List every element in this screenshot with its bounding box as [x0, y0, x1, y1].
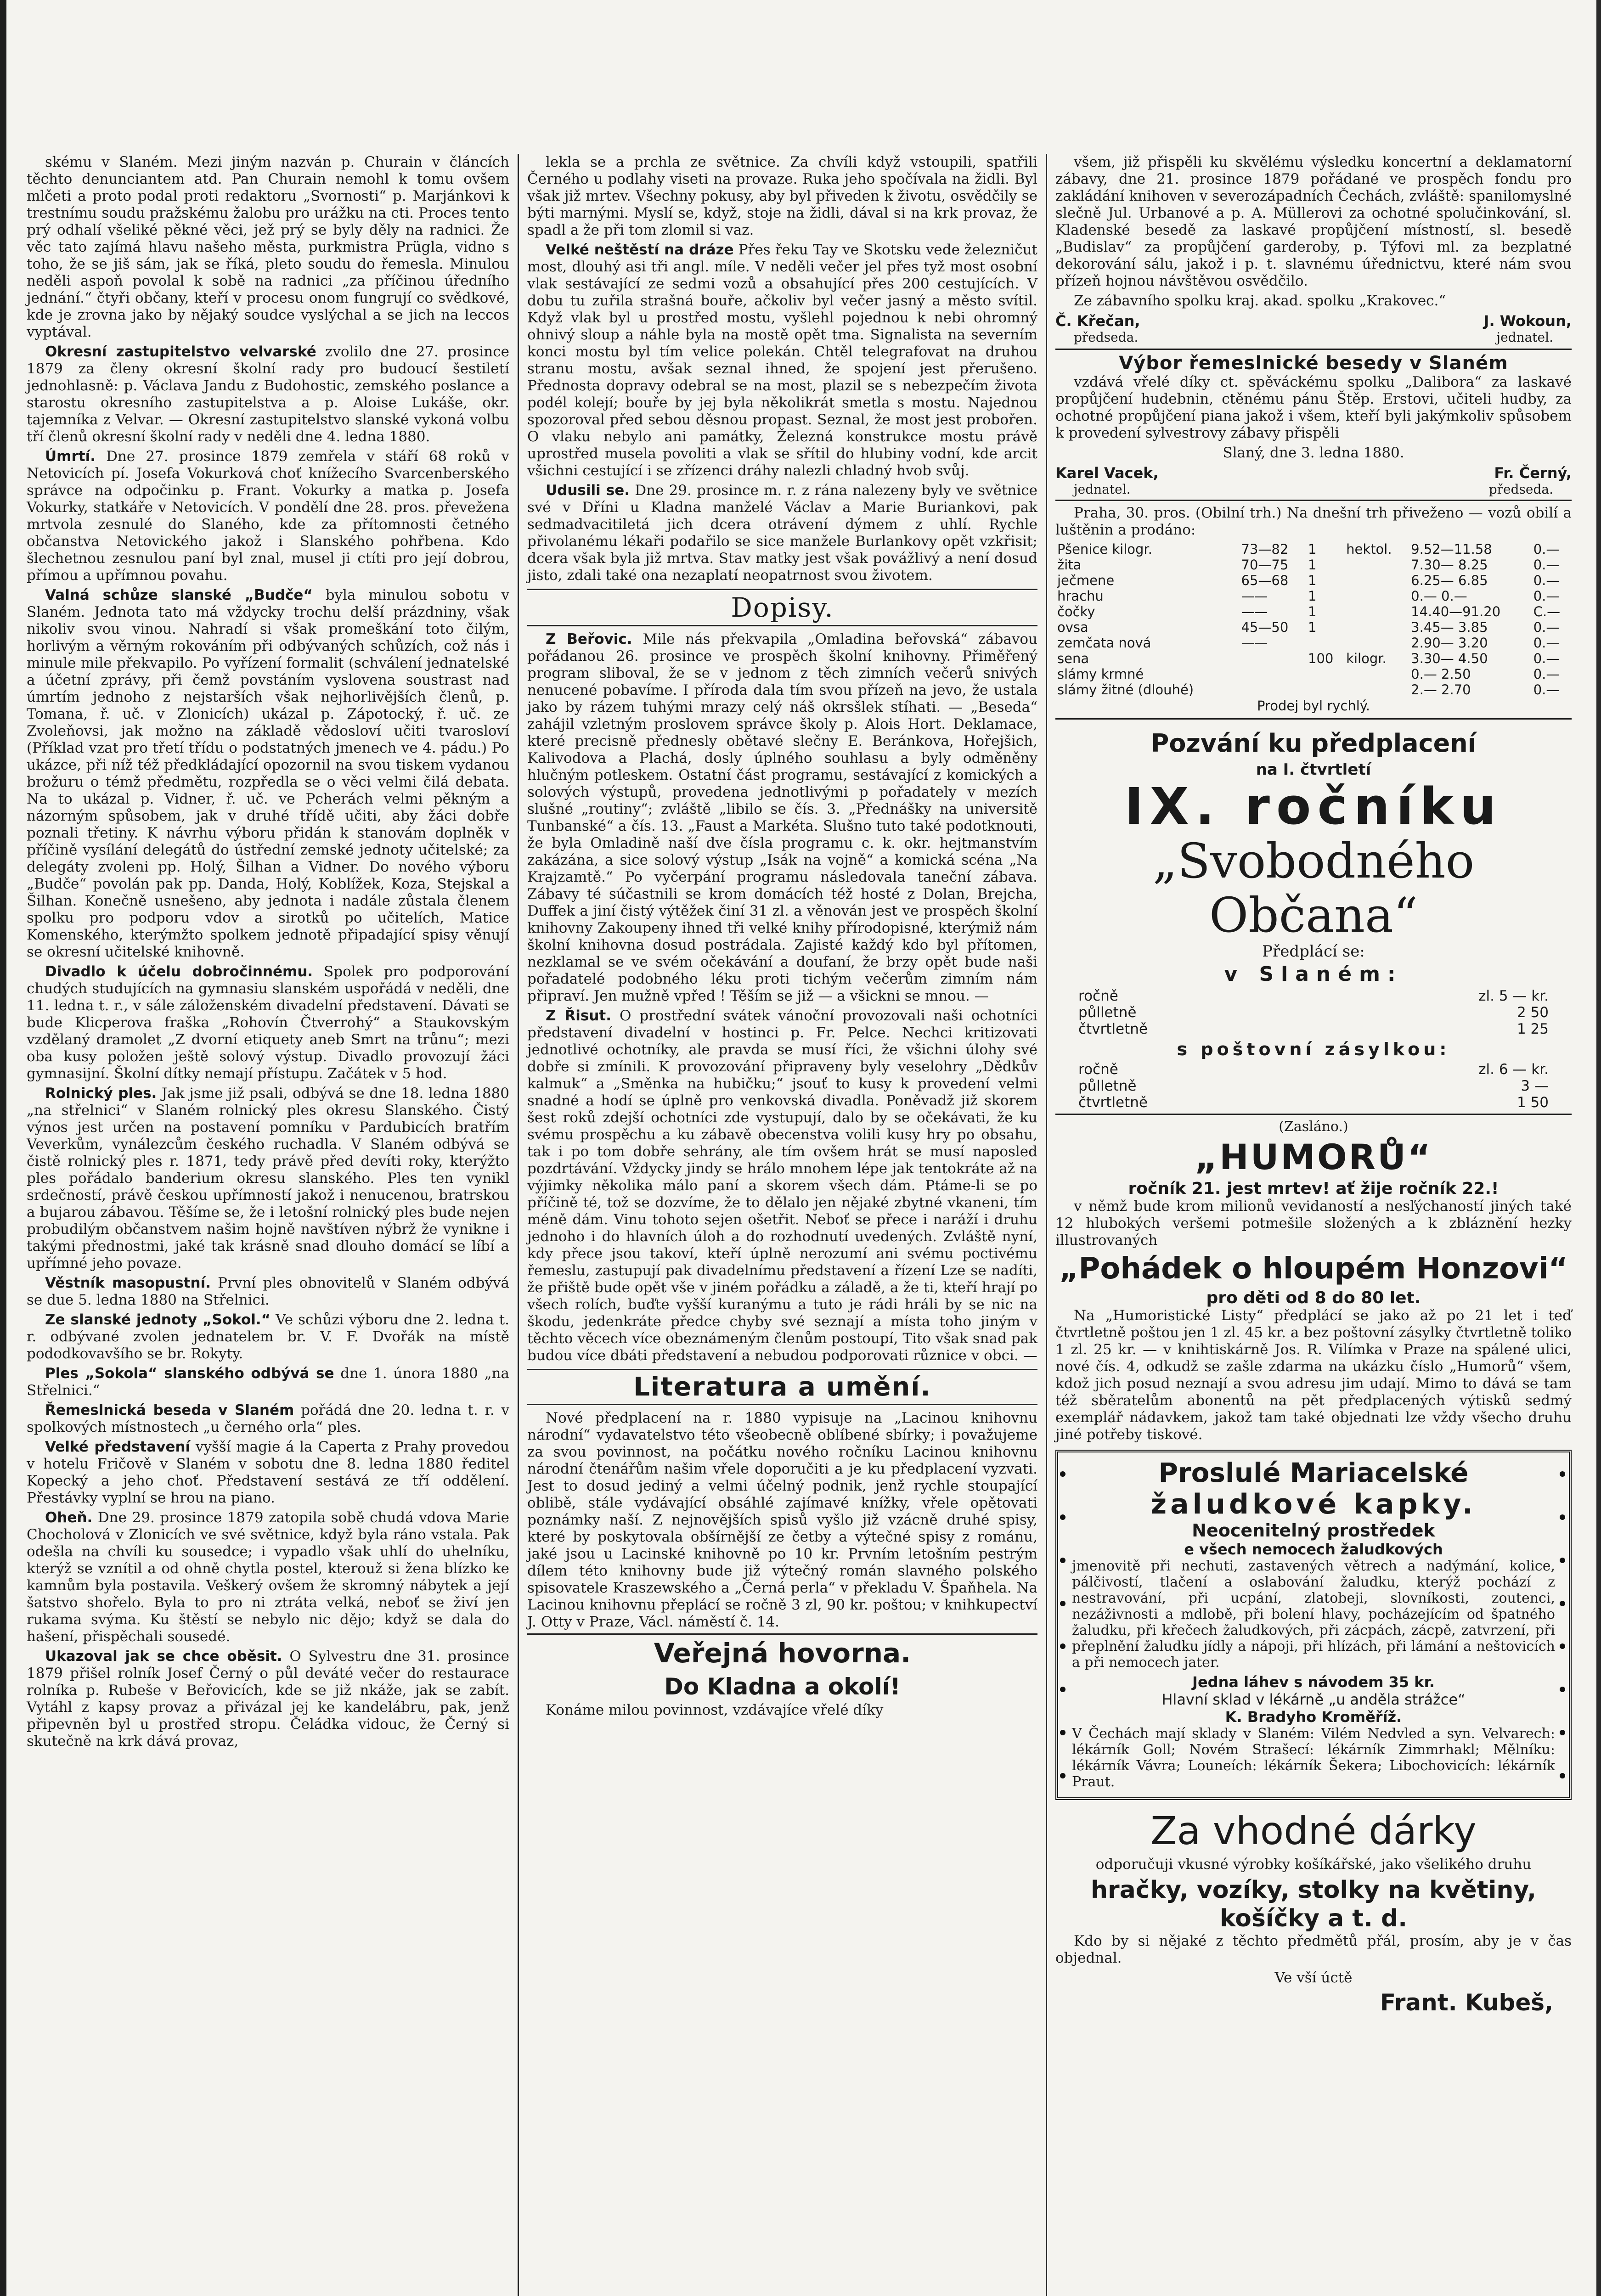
market-cell: hrachu [1057, 588, 1104, 604]
market-cell [1344, 682, 1409, 698]
local-prices [1055, 988, 1572, 1037]
market-cell [1344, 635, 1409, 651]
committee-notice [1055, 349, 1572, 501]
market-cell: sena [1057, 651, 1089, 666]
market-cell: 100 [1308, 651, 1334, 666]
gift-title: Za vhodné dárky [1150, 1808, 1477, 1853]
market-cell: 1 [1308, 619, 1317, 635]
market-head: Praha, 30. pros. (Obilní trh.) Na dnešní trh přiveženo — vozů obilí a luštěnin a prodáno: [1055, 505, 1572, 538]
market-cell: 2.90— 3.20 [1411, 635, 1488, 651]
sig3-role: jednatel. [1074, 482, 1131, 497]
market-row [1055, 635, 1572, 651]
meeting-sub: Do Kladna a okolí! [664, 1673, 901, 1700]
literatura-text: Nové předplacení na r. 1880 vypisuje na „Lacinou knihovnu národní“ vydavatelstvo této všeobecně oblíbené sbírky; i považujeme za svou povinnost, na počátku nového ročníku Lacinou knihovnu národní čtenářům našim vřele doporučiti a je ku předplacení vyzvati. Jest to dosud jediný a velmi účelný podnik, jenž rychle stoupající oblibě, stále vydávající obsáhlé zajímavé knížky, vřele opětovati poznámky naší. Z nejnovějších spisů vyšlo již vzácně druhé spisy, které by poskytovala obšírnější ze četby a výtečné spisy z románu, jaké jsou u Lacinské knihovně po 10 kr. Prvním letošním pestrým dílem této knihovny bude již výtečný román slavného polského spisovatele Kraszewského a „Černá perla“ v překladu V. Špaňhela. Na Lacinou knihovnu přeplácí se ročně 3 zl, 90 kr. poštou; v knihkupectví J. Otty v Praze, Václ. náměstí č. 14. [527, 1410, 1037, 1630]
market-cell: 0.— 2.50 [1411, 666, 1471, 682]
humor-ad [1055, 1119, 1572, 1443]
committee-place: Slaný, dne 3. ledna 1880. [1223, 445, 1404, 461]
market-cell: slámy krmné [1057, 666, 1144, 682]
market-cell: zemčata nová [1057, 635, 1151, 651]
sig2-name: J. Wokoun, [1483, 312, 1572, 330]
price-label: půlletně [1078, 1004, 1137, 1021]
dopis-berovice: Z Beřovic. Mile nás překvapila „Omladina beřovská“ zábavou pořádanou 26. prosince ve prospěch školní knihovny. Přiměřený program sliboval, že se v jednom z těch zimních večerů snivých nenucené pobavíme. I příroda dala tím svou přízeň na jevo, že ustala jako by rázem tuhými mrazy celý náš okrsšlek stíhati. — „Beseda“ zahájil vzletným proslovem správce školy p. Alois Hort. Deklamace, které precisně přednesly obětavé slečny E. Beránkova, Hořejšich, Kalivodova a Plachá, dosly úplného souhlasu a byly odměněny hlučným potleskem. Ostatní část programu, sestávající z komických a solových výstupů, provedena jednotlivými p pořadately v mezích slušné „routiny“; zvláště „libilo se čís. 3. „Přednášky na universitě Tunbanské“ a čís. 13. „Faust a Markéta. Slušno tuto také podotknouti, že byla Omladině naší dve čísla programu c. k. okr. hejtmanstvím zakázána, a sice solový výstup „Isák na vojně“ a komická scéna „Na Krajzamtě.“ Po vyčerpání programu následovala taneční zábava. Zábavy té súčastnili se krom domácích též hosté z Dolan, Brejcha, Duffek a jiní čistý výtěžek činí 31 zl. a věnován jest ve prospěch školní knihovny Zakoupeny ihned tři velké knihy přírodopisné, kterýmiž nám školní knihovna dosud postrádala. Zajisté každý kdo byl přítomen, nezklamal se ve svém očekávání a doufaní, že brzy opět bude naši pořadatelé podobného léku proti tichým večerům zimním nám připraví. Jen mužně vpřed ! Těším se již — a všickni se mnou. — [527, 631, 1038, 1004]
signature-row-2 [1055, 464, 1572, 482]
drops-text: jmenovitě při nechuti, zastavených větrech a nadýmání, kolice, pálčivostí, tlačení a oslabování žaludku, kterýž pochází z nestravování, při ucpání, zlatobeji, slovníkosti, zoutenci, nezáživnosti a mdlobě, při bolení hlavy, pocházejícím od špatného žaludku, při křečech žaludkových, při zácpách, zácpě, zatvrzení, při přeplnění žaludku jídly a nápoji, při hlízách, při lámání a neštovicích a při nemocech jater. [1072, 1558, 1555, 1671]
newspaper-columns [18, 154, 1580, 2296]
market-cell: 0.— [1533, 619, 1560, 635]
price-row [1055, 1004, 1572, 1021]
market-cell: 65—68 [1241, 573, 1289, 588]
price-value: 1 25 [1516, 1021, 1549, 1037]
sig1-name: Č. Křečan, [1055, 312, 1140, 330]
column-2 [519, 154, 1047, 2296]
market-cell: ječmene [1057, 573, 1115, 588]
market-cell: 45—50 [1241, 619, 1289, 635]
gift-text2: Kdo by si nějaké z těchto předmětů přál, prosím, aby je v čas objednal. [1055, 1933, 1572, 1966]
drops-price: Jedna láhev s návodem 35 kr. [1192, 1673, 1435, 1691]
market-row [1055, 573, 1572, 588]
thanks-text: všem, již přispěli ku skvělému výsledku koncertní a deklamatorní zábavy, dne 21. prosince 1879 pořádané ve prospěch fondu pro zakládání knihoven v severozápadních Čechách, zvláště: spanilomyslné slečně Jul. Urbanové a p. A. Müllerovi za ochotné spolučinkování, sl. Kladenské besedě za laskavé propůjčení místností, sl. besedě „Budislav“ za propůjčení garderoby, p. Týfovi ml. za bezplatné dekorování sálu, jakož i p. t. slavnému úřednictvu, které nám svou přízeň hojnou návštěvou osvědčilo. [1055, 154, 1572, 289]
market-cell: ovsa [1057, 619, 1088, 635]
meeting-heading: Veřejná hovorna. [527, 1633, 1037, 1669]
sig4-name: Fr. Černý, [1494, 464, 1572, 482]
column-1 [18, 154, 519, 2296]
gift-regards: Ve vší úctě [1274, 1970, 1353, 1986]
signature-roles-1 [1055, 330, 1572, 345]
price-row [1055, 1021, 1572, 1037]
literatura-heading: Literatura a umění. [527, 1369, 1037, 1405]
committee-text: vzdává vřelé díky ct. spěváckému spolku „Dalibora“ za laskavé propůjčení hudebnin, ctěnému pánu Štěp. Erstovi, učiteli hudby, za ochotné propůjčení piana jakož i všem, kteří byli jakýmkoliv spůsobem k provedení sylvestrovy zábavy přispěli [1055, 374, 1572, 441]
market-cell: 1 [1308, 588, 1317, 604]
market-cell: 0.— [1533, 588, 1560, 604]
subscription-quarter: na I. čtvrtletí [1256, 760, 1371, 779]
drops-ad [1055, 1450, 1572, 1800]
subscription-ad [1055, 718, 1572, 1115]
market-row [1055, 651, 1572, 666]
market-cell: 2.— 2.70 [1411, 682, 1471, 698]
market-cell: 0.— 0.— [1411, 588, 1467, 604]
c1-paragraph-0: skému v Slaném. Mezi jiným nazván p. Churain v článcích těchto denunciantem atd. Pan Churain nemohl k tomu ovšem mlčeti a proto podal proti redaktoru „Svornosti“ p. Marjánkovi k trestnímu soudu pražskému žalobu pro urážku na cti. Proces tento prý odhalí všeliké pěkné věci, jež prý se byly děly na radnici. Že věc tato zajímá hlavu našeho města, purkmistra Prügla, vidno s toho, že se jiš sám, jak se říká, pleto soudu do řemesla. Minulou neděli aspoň povolal k sobě na radnici „za příčinou úředního jednání.“ čtyři občany, kteří v procesu onom fungrují co svědkové, kde je zrovna jako by nějaký soudce vyslýchal a se jich na leccos vyptával. [27, 154, 509, 340]
signature-roles-2 [1055, 482, 1572, 497]
postal-label: s poštovní zásylkou: [1177, 1039, 1450, 1059]
drops-small: Neocenitelný prostředek [1192, 1520, 1435, 1541]
market-cell [1344, 573, 1409, 588]
gift-line2: košíčky a t. d. [1220, 1905, 1407, 1932]
c1-paragraph-4: Divadlo k účelu dobročinnému. Spolek pro podporování chudých studujících na gymnasiu slanském uspořádá v neděli, dne 11. ledna t. r., v sále záloženském divadelní představení. Dávati se bude Klicperova fraška „Rohovín Čtverrohý“ a Staukovským vzdělaný dramolet „Z dvorní etiquety aneb Smrt na trůnu“; mezi oba kusy položen ještě solový výstup. Divadlo provozují žáci gymnasijní. Školní dítky nemají přístupu. Začátek v 5 hod. [27, 963, 509, 1082]
price-row [1055, 988, 1572, 1004]
meeting-text: Konáme milou povinnost, vzdávajíce vřelé díky [546, 1702, 884, 1718]
market-cell: 0.— [1533, 682, 1560, 698]
market-cell: žita [1057, 557, 1082, 573]
price-label: půlletně [1078, 1078, 1137, 1094]
c1-paragraph-8: Ples „Sokola“ slanského odbývá se dne 1. února 1880 „na Střelnici.“ [27, 1365, 509, 1399]
market-cell: čočky [1057, 604, 1095, 619]
market-cell [1306, 682, 1344, 698]
price-row [1055, 1078, 1572, 1094]
market-cell: —— [1241, 588, 1268, 604]
market-cell: 3.30— 4.50 [1411, 651, 1488, 666]
market-cell: Pšenice kilogr. [1057, 541, 1152, 557]
price-row [1055, 1061, 1572, 1078]
price-value: 2 50 [1516, 1004, 1549, 1021]
sig2-role: jednatel. [1496, 330, 1553, 345]
c1-paragraph-6: Věstník masopustní. První ples obnovitelů v Slaném odbývá se due 5. ledna 1880 na Střelnici. [27, 1275, 509, 1308]
market-cell [1344, 604, 1409, 619]
page-edge-right [1596, 0, 1601, 2296]
subscription-invite: Pozvání ku předplacení [1150, 729, 1477, 758]
humor-text3: Na „Humoristické Listy“ předplácí se jako až po 21 let i teď čtvrtletně poštou jen 1 zl. 45 kr. a bez poštovní zásylky čtvrtletně toliko 1 zl. 25 kr. — v knihtiskárně Jos. R. Vilímka v Praze na spálené ulici, nové čís. 4, odkudž se zašle zdarma na ukázku číslo „Humorů“ všem, kdož jich posud neznají a svou adresu jim udají. Mimo to dává se tam též sběratelům abonentů na pět předplacených výtisků sedmý exemplář nádavkem, jakož tam také objednati lze vždy všecho druhu jiné potřeby tiskové. [1055, 1307, 1572, 1443]
market-table [1055, 541, 1572, 698]
market-cell: 1 [1308, 573, 1317, 588]
market-cell: kilogr. [1346, 651, 1387, 666]
signature-row-1 [1055, 312, 1572, 330]
subscription-paper: „Svobodného Občana“ [1152, 833, 1475, 943]
market-cell [1240, 666, 1306, 682]
gift-text: odporučuji vkusné výrobky košíkářské, jako všelikého druhu [1095, 1856, 1532, 1873]
market-cell: 7.30— 8.25 [1411, 557, 1488, 573]
c1-paragraph-3: Valná schůze slanské „Budče“ byla minulou sobotu v Slaném. Jednota tato má vždycky trochu delší prázdniny, však nikoliv svou vinou. Nahradí si však promeškání toto čilým, horlivým a věrným rokováním při odbývaných schůzích, což nás i minule mile překvapilo. Po vyřízení formalit (schválení jednatelské a účetní zprávy, při čemž povstáním vyslovena soustrast nad úmrtím jednoho z nejstarších však nejhorlivějších členů, p. Tomana, ř. uč. v Zlonicích) ukázal p. Zápotocký, ř. uč. ze Zvoleňovsi, jak možno na základě vědosloví učiti tvarosloví (Příklad vzat pro třetí třídu o podstatných jmenech ve 4. pádu.) Po ukázce, při níž též předkládající opozornil na svou tiskem vydanou brožuru o témž předmětu, rozpředla se o věci velmi čilá debata. Na to ukázal p. Vidner, ř. uč. ve Pcherách velmi pěkným a názorným spůsobem, jak v druhé třídě učiti, aby žáci dobře poznali třetiny. K návrhu výboru přidán k stanovám doplněk v příčině vysílání delegátů do ústřední zemské jednoty učitelské; za delegáty zvoleni pp. Holý, Šilhan a Vidner. Do nového výboru „Budče“ povolán pak pp. Danda, Holý, Koblížek, Koza, Stejskal a Šilhan. Konečně usnešeno, aby jednota i nadále zůstala členem spolku pro podporu vdov a sirotků po učitelích, Matice Komenského, kterýmžto spolkem jednotě připadající spisy věnují se okresní učitelské knihovně. [27, 587, 509, 960]
price-label: ročně [1078, 988, 1118, 1004]
market-row [1055, 557, 1572, 573]
market-cell: 0.— [1533, 666, 1560, 682]
price-value: zl. 5 — kr. [1478, 988, 1549, 1004]
drops-owner: K. Bradyho Kroměříž. [1225, 1708, 1402, 1726]
humor-title2: „Pohádek o hloupém Honzovi“ [1059, 1252, 1568, 1286]
market-cell [1344, 557, 1409, 573]
committee-line: Ze zábavního spolku kraj. akad. spolku „Krakovec.“ [1074, 293, 1446, 309]
drops-title: Proslulé Mariacelské [1158, 1457, 1469, 1488]
c2-paragraph-0: lekla se a prchla ze světnice. Za chvíli když vstoupili, spatřili Černého u podlahy viseti na provaze. Ruka jeho spočívala na židli. Byl však již mrtev. Všechny pokusy, aby byl přiveden k životu, osvědčily se býti marnými. Myslí se, když, stoje na židli, dával si na krk provaz, že spadl a že při tom zlomil si vaz. [527, 154, 1037, 238]
humor-title: „HUMORŮ“ [1195, 1137, 1432, 1177]
c2-paragraph-2: Udusili se. Dne 29. prosince m. r. z rána nalezeny byly ve světnice své v Dříni u Kladna manželé Václav a Marie Buriankovi, pak sedmadvacitiletá jich dcera otrávení dýmem z uhlí. Rychle přivolanému lékaři podařilo se sice manžele Burlankovy opět vzkřisit; dcera však byla již mrtva. Stav matky jest však povážlivý a není dosud jisto, zdali také ona nezaplatí neopatrnost svou životem. [527, 482, 1037, 584]
market-cell: 0.— [1533, 541, 1560, 557]
market-row [1055, 666, 1572, 682]
price-label: čtvrtletně [1078, 1021, 1148, 1037]
market-row [1055, 604, 1572, 619]
market-cell: —— [1241, 635, 1268, 651]
gift-ad [1055, 1808, 1572, 2016]
committee-heading: Výbor řemeslnické besedy v Slaném [1119, 353, 1508, 374]
market-cell: 73—82 [1241, 541, 1289, 557]
price-value: 3 — [1521, 1078, 1549, 1094]
frame-dots-right [1560, 1452, 1567, 1797]
market-cell [1344, 666, 1409, 682]
price-label: ročně [1078, 1061, 1118, 1078]
subscription-volume: IX. ročníku [1124, 777, 1503, 836]
market-cell: 0.— [1533, 635, 1560, 651]
c1-paragraph-11: Oheň. Dne 29. prosince 1879 zatopila sobě chudá vdova Marie Chocholová v Zlonicích ve své světnice, když byla ráno vstala. Pak odešla na chvíli ku sousedce; i vypadlo však uhlí do uhelníku, kterýž se vznítil a od ohně chytla postel, kterouž si žena blízko ke kamnům byla postavila. Veškerý ovšem že skromný nábytek a její šatstvo shořelo. Byla to pro ni ztráta velká, neboť se živí jen rukama svýma. Ku štěstí se nebylo nic dějo; když se dala do hašení, přispěchali sousedé. [27, 1509, 509, 1645]
market-cell [1240, 651, 1306, 666]
market-row [1055, 682, 1572, 698]
market-foot: Prodej byl rychlý. [1257, 698, 1370, 714]
column-3 [1047, 154, 1580, 2296]
market-cell: 0.— [1533, 651, 1560, 666]
price-row [1055, 1094, 1572, 1111]
market-row [1055, 541, 1572, 557]
price-label: čtvrtletně [1078, 1094, 1148, 1111]
drops-small2: e všech nemocech žaludkových [1184, 1541, 1443, 1558]
market-cell [1344, 588, 1409, 604]
market-cell: 70—75 [1241, 557, 1289, 573]
c1-paragraph-5: Rolnický ples. Jak jsme již psali, odbývá se dne 18. ledna 1880 „na střelnici“ v Slaném rolnický ples okresu Slanského. Čistý výnos jest určen na postavení pomníku v Pardubicích bratřím Veverkům, vynálezcům českého ruchadla. V Slaném odbývá se čistě rolnický ples r. 1871, tedy právě před devíti roky, kterýžto ples pořádalo banderium okresu slanského. Ples ten vynikl srdečností, právě českou upřímností jakož i nenucenou, bratrskou a bujarou zábavou. Těšíme se, že i letošní rolnický ples bude nejen probudilým občanstvem našim hojně navštíven nýbrž že vynikne i takými přednostmi, jaké tak krásně snad dlouho domácí se líbí a upřímné jeho povaze. [27, 1085, 509, 1272]
price-value: 1 50 [1516, 1094, 1549, 1111]
market-cell: 1 [1308, 541, 1317, 557]
c1-paragraph-2: Úmrtí. Dne 27. prosince 1879 zemřela v stáří 68 roků v Netovicích pí. Josefa Vokurková choť knížecího Svarcenberského správce na odpočinku p. Frant. Vokurky a matka p. Josefa Vokurky, statkáře v Netovicích. V pondělí dne 28. pros. převežena mrtvola zesnulé do Slaného, kde za přítomnosti četného občanstva Netovického jakož i Slanského pohřbena. Kdo šlechetnou zesnulou paní byl znal, musel ji ctíti pro její dobrou, přímou a upřímnou povahu. [27, 448, 509, 584]
c1-paragraph-12: Ukazoval jak se chce oběsit. O Sylvestru dne 31. prosince 1879 přišel rolník Josef Černý o půl deváté večer do restaurace rolníka p. Rubeše v Beřovicích, kde se již nkáže, jak se zabít. Vytáhl z kapsy provaz a přivázal jej ke kandelábru, pak, jenž připevněn byl u prostřed stropu. Čeládka vidouc, že Černý si skutečně na krk dává provaz, [27, 1648, 509, 1750]
c2-paragraph-1: Velké neštěstí na dráze Přes řeku Tay ve Skotsku vede železničut most, dlouhý asi tři angl. míle. V neděli večer jel přes tyž most osobní vlak sestávající ze sedmi vozů a obsahující přes 200 cestujících. V dobu tu zuřila strašná bouře, ačkoliv byl večer jasný a město svítil. Když vlak byl u prostřed mostu, vyšlehl pojednou k nebi ohromný ohnivý sloup a náhle byla na mostě opět tma. Signalista na severním konci mostu byl tím velice polekán. Chtěl telegrafovat na druhou stranu mostu, avšak seznal ihned, že spojení jest přerušeno. Přednosta dopravy odebral se na most, plazil se s nebezpečím života podél kolejí; bouře by jej byla několikrát smetla s mostu. Najednou spozoroval před sebou děsnou propast. Seznal, že most jest probořen. O vlaku nebylo ani památky, Železná konstrukce mostu právě uprostřed musela povoliti a vlak se sřítil do hlubiny vodní, kde arcit všichni cestující i se zřízenci dráhy nalezli chladný hvob svůj. [527, 242, 1037, 479]
sig4-role: předseda. [1488, 482, 1553, 497]
c1-paragraph-10: Velké představení vyšší magie á la Caperta z Prahy provedou v hotelu Fričově v Slaném v sobotu dne 8. ledna 1880 ředitel Kopecký a jeho choť. Představení sestává ze tří oddělení. Přestávky vyplní se hrou na piano. [27, 1439, 510, 1506]
market-cell: 6.25— 6.85 [1411, 573, 1488, 588]
dopis-risut: Z Řisut. O prostřední svátek vánoční provozovali naši ochotníci představení divadelní v hostinci p. Fr. Pelce. Nechci kritizovati jednotlivé ochotníky, ale pravda se musí říci, že všichni úlohy své dobře si zmínili. K provozování připraveny byly veselohry „Dědkův kalmuk“ a „Směnka na hubičku;“ jsouť to kusy k provedení velmi snadné a hodí se úplně pro venkovská divadla. Poněvadž již skorem šest roků zdejší ochotníci zde vystupují, dalo by se očekávati, že ku svému prospěchu a ku zábavě obecenstva volili kusy hry po obsahu, tak i po tom dobře sehrány, ale tím ovšem hrát se musí naposled pozdrtávání. Vždycky jindy se hrálo mnohem lépe jak tentokráte až na výjimky několika málo paní a skorem všech dám. Ptáme-li se po příčině té, tož se dozvíme, že to dělalo jen nějaké zbytné vkaneni, tím méně dám. Vinu tohoto sejen ošetřit. Neboť se přece i naráží i druhu jednoho i do hlavních úloh a do rozhodnutí uvedených. Zvláště nyní, kdy přece jsou takoví, kteří úplně nerozumí ani svému poctivému řemeslu, zastupují pak divadelnímu představení a řízení Lze se nadíti, že přiště bude opět vše v jiném pořádku a záladě, a že ti, kteří hrají po všech rolích, buďte vyšší kuranýmu a tuto je rádi hráli by se nic na škodu, jedenkráte předce chyby své seznají a místa toho jiným v těchto věcech více obeznámeným členům postoupí, Tito však snad pak budou více dbáti představení a nebudou podporovati různice v obci. — [527, 1007, 1037, 1364]
frame-dots-left [1060, 1452, 1067, 1797]
market-cell [1306, 635, 1344, 651]
subscription-price-label: Předplácí se: [1262, 942, 1365, 961]
market-cell: 1 [1308, 557, 1317, 573]
humor-text2: pro děti od 8 do 80 let. [1206, 1289, 1421, 1307]
price-value: zl. 6 — kr. [1478, 1061, 1549, 1078]
sig3-name: Karel Vacek, [1055, 464, 1159, 482]
market-cell [1240, 682, 1306, 698]
c1-paragraph-1: Okresní zastupitelstvo velvarské zvolilo dne 27. prosince 1879 za členy okresní školní rady pro budoucí šestiletí jednohlasně: p. Václava Jandu z Budohostic, zemského poslance a starostu okresního zastupitelstva a p. Aloise Lukáše, okr. tajemníka z Velvar. — Okresní zastupitelstvo slanské vykoná volbu tří členů okresní školní rady v neděli dne 4. ledna 1880. [27, 343, 509, 445]
gift-line1: hračky, vozíky, stolky na květiny, [1090, 1876, 1537, 1904]
page-edge-left [0, 0, 6, 2296]
market-cell: 9.52—11.58 [1411, 541, 1492, 557]
c1-paragraph-9: Řemeslnická beseda v Slaném pořádá dne 20. ledna t. r. v spolkových místnostech „u černého orla“ ples. [27, 1402, 509, 1435]
market-cell: 1 [1308, 604, 1317, 619]
subscription-place: v Slaném: [1224, 962, 1403, 986]
market-cell: 0.— [1533, 573, 1560, 588]
postal-prices [1055, 1061, 1572, 1111]
market-cell: C.— [1533, 604, 1561, 619]
drops-store: Hlavní sklad v lékárně „u anděla strážce“ [1161, 1691, 1466, 1708]
market-cell: —— [1241, 604, 1268, 619]
market-cell: slámy žitné (dlouhé) [1057, 682, 1194, 698]
humor-text1: v němž bude krom milionů vevidaností a nesľýchaností jiných také 12 hlubokých veršemi potmešile složených a k zbláznění hezky illustrovaných [1055, 1198, 1572, 1249]
market-cell: 14.40—91.20 [1411, 604, 1501, 619]
market-cell: 0.— [1533, 557, 1560, 573]
drops-branch: V Čechách mají sklady v Slaném: Vilém Nedvled a syn. Velvarech: lékárník Goll; Novém Strašecí: lékárník Zimmrhakl; Mělníku: lékárník Vávra; Louneích: lékárník Šekera; Libochovicích: lékárník Praut. [1072, 1726, 1555, 1790]
humor-sent: (Zasláno.) [1279, 1119, 1348, 1135]
market-row [1055, 619, 1572, 635]
market-cell: hektol. [1346, 541, 1392, 557]
market-cell [1344, 619, 1409, 635]
drops-sub: žaludkové kapky. [1150, 1488, 1477, 1520]
c1-paragraph-7: Ze slanské jednoty „Sokol.“ Ve schůzi výboru dne 2. ledna t. r. odbývané zvolen jednatelem br. V. F. Dvořák na místě pododkovavšího se br. Rokyty. [27, 1311, 510, 1362]
dopisy-heading: Dopisy. [527, 589, 1037, 626]
market-cell: 3.45— 3.85 [1411, 619, 1488, 635]
gift-sign: Frant. Kubeš, [1380, 1989, 1553, 2016]
humor-year: ročník 21. jest mrtev! ať žije ročník 22.! [1128, 1179, 1499, 1198]
market-row [1055, 588, 1572, 604]
market-cell [1306, 666, 1344, 682]
sig1-role: předseda. [1074, 330, 1139, 345]
